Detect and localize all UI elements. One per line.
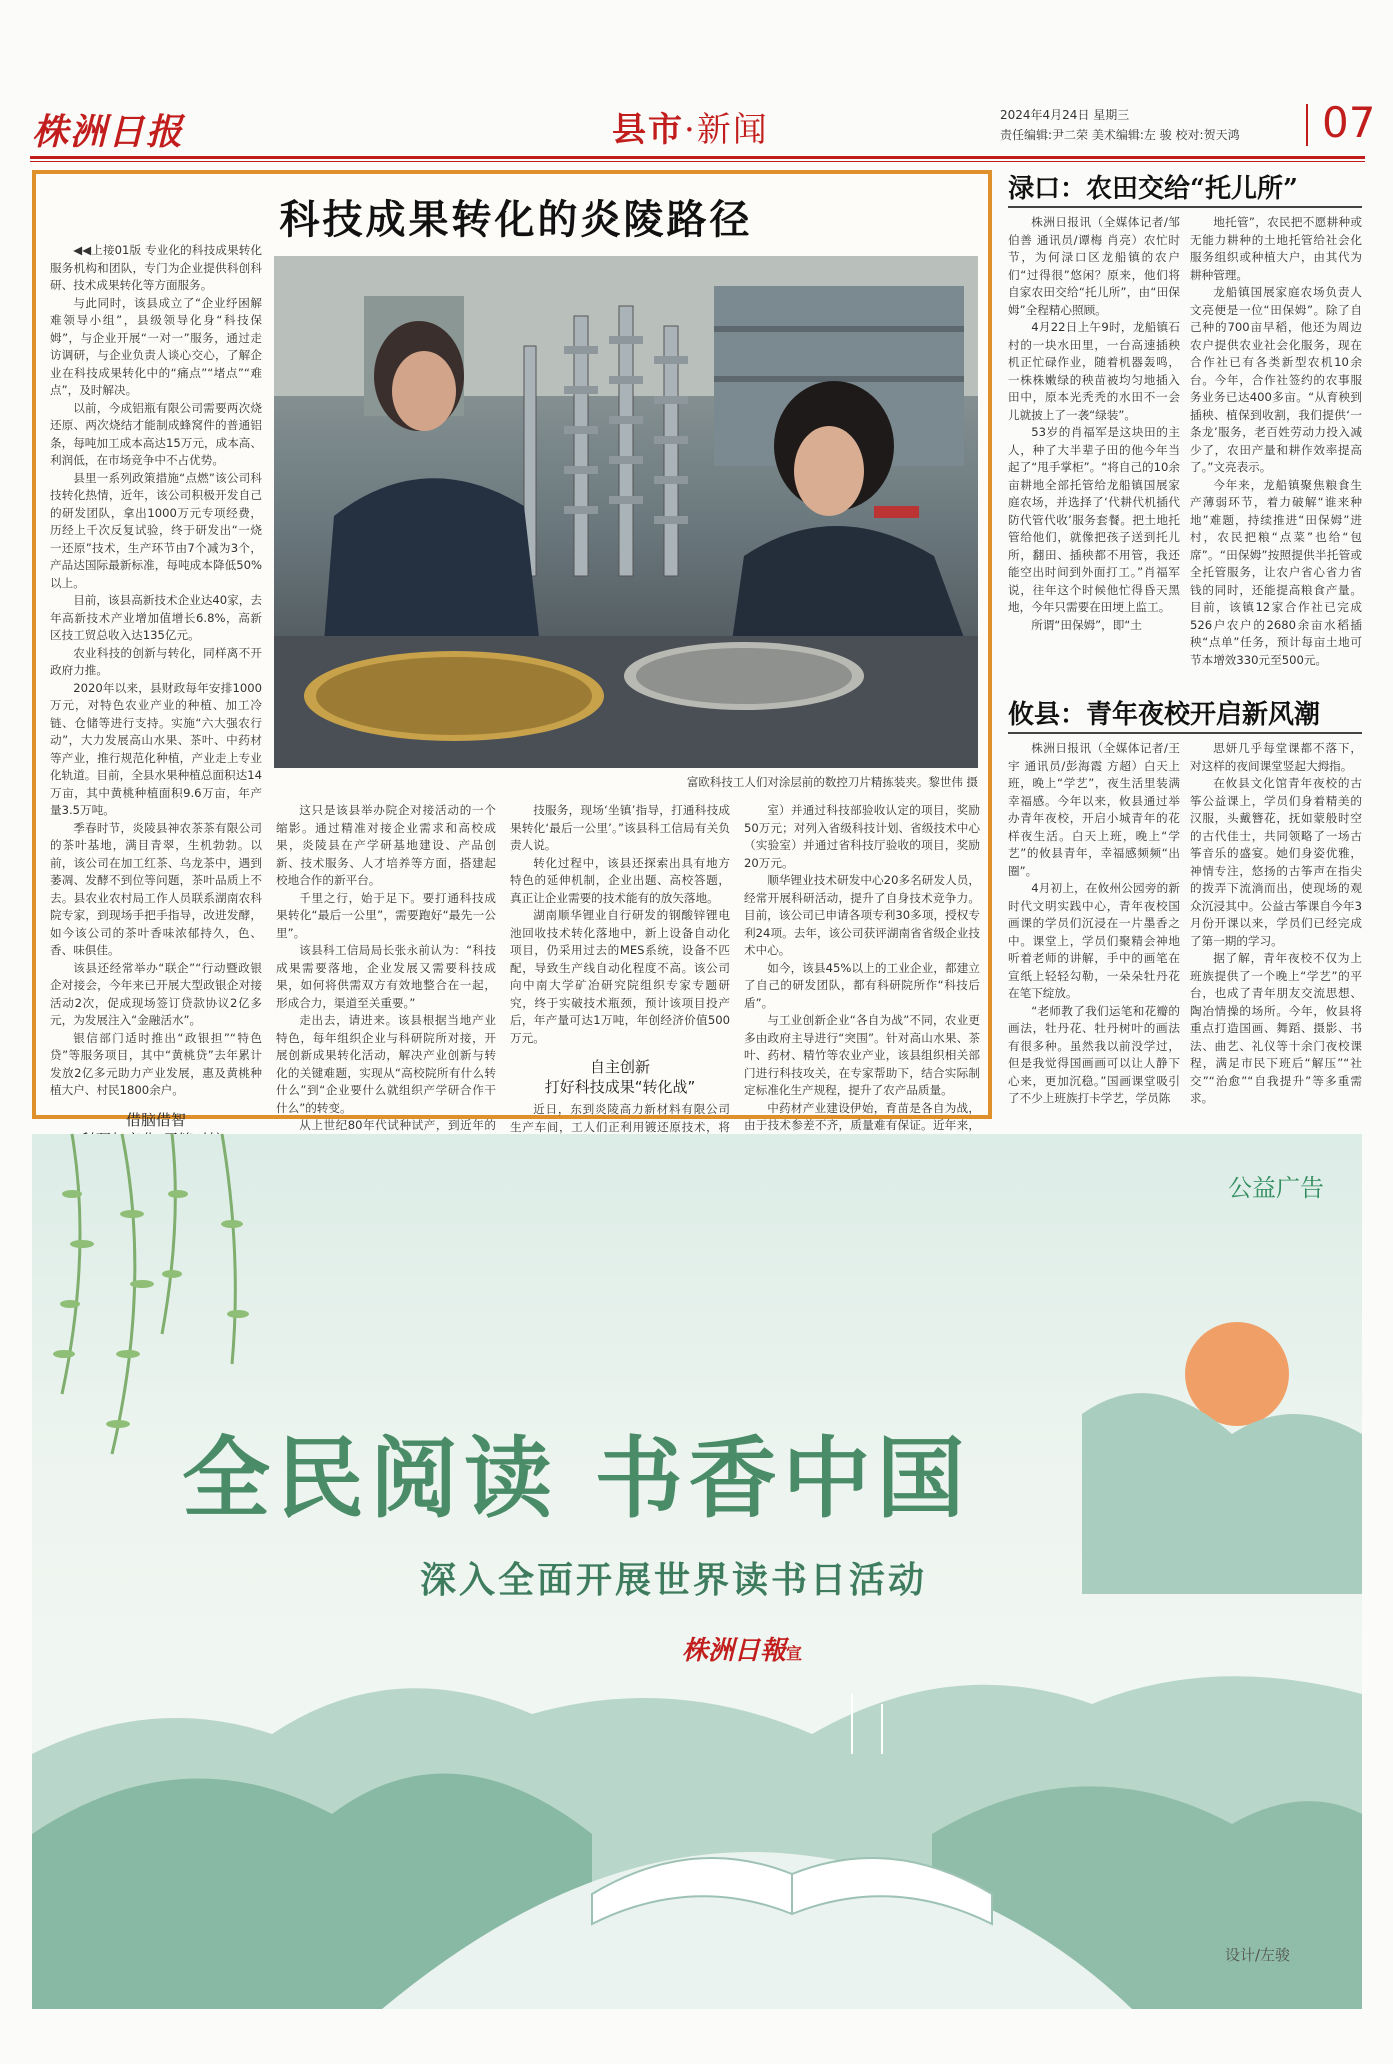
feature-subhead-2 (510, 1057, 730, 1097)
paragraph: 从上世纪80年代试种试产，到近年的 (299, 1118, 496, 1132)
ad-design-credit: 设计/左骏 (1224, 1946, 1290, 1964)
paragraph: 农业科技的创新与转化，同样离不开政府力推。 (50, 645, 262, 677)
paragraph: 株洲日报讯（全媒体记者/王宇 通讯员/彭海霞 方超）白天上班，晚上“学艺”，夜生活里装满幸福感。今年以来，攸县通过举办青年夜校，开启小城青年的花样夜生活。白天上班，晚上“学艺”的攸县青年，幸福感频频“出圈”。 (1008, 741, 1180, 878)
paragraph: 该县还经常举办“联企”“行动暨政银企对接会，今年来已开展大型政银企对接活动2次，促成现场签订贷款协议2亿多元，为发展注入“金融活水”。 (50, 960, 262, 1027)
paragraph: 室）并通过科技部验收认定的项目，奖励50万元；对列入省级科技计划、省级技术中心（实验室）并通过省科技厅验收的项目，奖励20万元。 (744, 803, 980, 870)
story3-title-rule (1008, 732, 1362, 734)
paragraph: 2020年以来，县财政每年安排1000万元，对特色农业产业的种植、加工冷链、仓储等进行支持。实施“六大强农行动”，大力发展高山水果、茶叶、中药材等产业，推行规范化种植，产业走上专业化轨道。目前，全县水果种植总面积达14万亩，其中黄桃种植面积9.6万亩，年产量3.5万吨。 (50, 680, 262, 817)
story3-column-2 (1190, 740, 1362, 1120)
paragraph: 近日，东到炎陵高力新材料有限公司生产车间，工人们正利用镀还原技术，将 (510, 1102, 730, 1134)
public-service-ad (32, 1134, 1362, 2009)
paragraph: 株洲日报讯（全媒体记者/邹伯善 通讯员/谭梅 肖亮）农忙时节，为何渌口区龙船镇的农户们“过得很”悠闲？原来，他们将自家农田交给“托儿所”，由“田保姆”全程精心照顾。 (1008, 215, 1180, 317)
story2-column-1 (1008, 214, 1180, 684)
paragraph: 中药材产业建设伊始，育苗是各自为战，由于技术参差不齐，质量难有保证。近年来， (744, 1100, 980, 1132)
paragraph: 与此同时，该县成立了“企业纾困解难领导小组”，县级领导化身“科技保姆”，与企业开展“一对一”服务，通过走访调研，与企业负责人谈心交心，了解企业在科技成果转化中的“痛点”“堵点”“难点”，及时解决。 (50, 295, 262, 397)
story3-headline: 攸县：青年夜校开启新风潮 (1008, 700, 1321, 730)
header-rule-thin (30, 161, 1365, 162)
story3-col1-paragraphs (1008, 740, 1180, 1108)
story2-col1-paragraphs (1008, 214, 1180, 634)
paragraph: “老师教了我们运笔和花瓣的画法，牡丹花、牡丹树叶的画法有很多种。虽然我以前没学过，但是我觉得国画画可以让人静下心来，更加沉稳。”国画课堂吸引了不少上班族打卡学艺，学员陈 (1008, 1003, 1180, 1105)
ad-sponsor-logo (682, 1630, 802, 1667)
feature-headline: 科技成果转化的炎陵路径 (279, 196, 753, 243)
paragraph: 该县科工信局局长张永前认为：“科技成果需要落地，企业发展又需要科技成果，如何将供需双方有效地整合在一起，形成合力，渠道至关重要。” (276, 943, 496, 1010)
section-dot: · (684, 110, 697, 150)
paragraph: 技服务，现场‘坐镇’指导，打通科技成果转化‘最后一公里’。”该县科工信局有关负责人说。 (510, 803, 730, 852)
section-sub: 新闻 (696, 110, 769, 150)
story2-col2-paragraphs (1190, 214, 1362, 669)
paragraph: 季春时节，炎陵县神农茶茶有限公司的茶叶基地，满目青翠，生机勃勃。以前，该公司在加工红茶、乌龙茶中，遇到萎凋、发酵不到位等问题，茶叶品质上不去。县农业农村局工作人员联系湖南农科院专家，到现场手把手指导，改进发酵，如今该公司的茶叶香味浓郁持久，色、香、味俱佳。 (50, 820, 262, 957)
feature-column-4 (744, 802, 980, 1132)
paragraph: 以前，今成铝瓶有限公司需要两次烧还原、两次烧结才能制成蜂窝件的普通铝条，每吨加工成本高达15万元，成本高、利润低，在市场竞争中不占优势。 (50, 400, 262, 467)
issue-date: 2024年4月24日 星期三 (1000, 108, 1130, 122)
paragraph: 顺华锂业技术研发中心20多名研发人员，经常开展科研活动，提升了自身技术竞争力。目前，该公司已申请各项专利30多项，授权专利24项。去年，该公司获评湖南省省级企业技术中心。 (744, 873, 980, 957)
ad-logo-name: 株洲日報 (682, 1636, 787, 1666)
paragraph: 53岁的肖福军是这块田的主人，种了大半辈子田的他今年当起了“甩手掌柜”。“将自己的10余亩耕地全部托管给龙船镇国展家庭农场，并选择了‘代耕代机插代防代管代收’服务套餐。把土地托管给他们，就像把孩子送到托儿所，翻田、插秧都不用管，我还能空出时间到外面打工。”肖福军说，往年这个时候他忙得昏天黑地，今年只需要在田埂上监工。 (1008, 425, 1180, 614)
paragraph: 4月22日上午9时，龙船镇石村的一块水田里，一台高速插秧机正忙碌作业，随着机器轰鸣，一株株嫩绿的秧苗被均匀地插入田中，原本光秃秃的水田不一会儿就披上了一袭“绿装”。 (1008, 320, 1180, 422)
paragraph: 思妍几乎每堂课都不落下，对这样的夜间课堂竖起大拇指。 (1190, 741, 1362, 773)
feature-photo (274, 256, 978, 768)
section-main: 县市 (612, 110, 684, 150)
paragraph: 湖南顺华锂业自行研发的钢酸锌锂电池回收技术转化落地中，新上设备自动化项目，仍采用过去的MES系统，设备不匹配，导致生产线自动化程度不高。该公司向中南大学矿冶研究院组织专家专题研究，终于实破技术瓶颈，预计该项目投产后，年产量可达1万吨，年创经济价值500万元。 (510, 908, 730, 1045)
feature-article (32, 170, 992, 1134)
subhead-2-line-2: 打好科技成果“转化战” (544, 1078, 696, 1096)
paragraph: 这只是该县举办院企对接活动的一个缩影。通过精准对接企业需求和高校成果，炎陵县在产学研基地建设、产品创新、技术服务、人才培养等方面，搭建起校地合作的新平台。 (276, 803, 496, 887)
paragraph: 如今，该县45%以上的工业企业，都建立了自己的研发团队，都有科研院所作“科技后盾”。 (744, 960, 980, 1010)
paragraph: 地托管”，农民把不愿耕种或无能力耕种的土地托管给社会化服务组织或种植大户，由其代为耕种管理。 (1190, 215, 1362, 282)
paragraph: 走出去，请进来。该县根据当地产业特色，每年组织企业与科研院所对接，开展创新成果转化活动，解决产业创新与转化的关键难题，实现从“高校院所有什么转什么”到“企业要什么就组织产学研合作干什么”的转变。 (276, 1013, 496, 1115)
paragraph: 县里一系列政策措施“点燃”该公司科技转化热情，近年，该公司积极开发自己的研发团队，拿出1000万元专项经费，历经上千次反复试验，终于研发出“一烧一还原”技术，生产环节由7个减为3个，产品达国际最新标准，每吨成本降低50%以上。 (50, 470, 262, 590)
subhead-1-line-1: 借脑借智 (125, 1110, 186, 1129)
paragraph: 4月初上，在攸州公园旁的新时代文明实践中心，青年夜校国画课的学员们沉浸在一片墨香之中。课堂上，学员们聚精会神地听着老师的讲解，手中的画笔在宣纸上轻轻勾勒，一朵朵牡丹花在笔下绽放。 (1008, 881, 1180, 1000)
page-number-divider (1306, 104, 1308, 146)
paragraph: 龙船镇国展家庭农场负责人文亮便是一位“田保姆”。除了自己种的700亩早稻，他还为周边农户提供农业社会化服务，现在合作社已有各类新型农机10余台。今年，合作社签约的农事服务业务已达400多亩。“从育秧到插秧、植保到收割，我们提供‘一条龙’服务，老百姓劳动力投入减少了，农田产量和耕作效率提高了。”文亮表示。 (1190, 285, 1362, 474)
photo-caption: 富欧科技工人们对涂层前的数控刀片精拣装夹。黎世伟 摄 (686, 775, 978, 789)
story3-col2-paragraphs (1190, 740, 1362, 1108)
ad-category-label: 公益广告 (1228, 1174, 1324, 1202)
paragraph: 今年来，龙船镇聚焦粮食生产薄弱环节，着力破解“谁来种地”难题，持续推进“田保姆”进村，农民把粮“点菜”也给“包席”。“田保姆”按照提供半托管或全托管服务，让农户省心省力省钱的同时，还能提高粮食产量。目前，该镇12家合作社已完成526户农户的2680余亩水稻插秧“点单”任务，预计每亩土地可节本增效330元至500元。 (1190, 477, 1362, 667)
page-number: 07 (1322, 98, 1376, 147)
paragraph: 所谓“田保姆”，即“土 (1031, 617, 1142, 632)
story2-headline: 渌口：农田交给“托儿所” (1008, 174, 1298, 204)
paragraph: 据了解，青年夜校不仅为上班族提供了一个晚上“学艺”的平台，也成了青年朋友交流思想、陶冶情操的场所。今年，攸县将重点打造国画、舞蹈、摄影、书法、曲艺、礼仪等十余门夜校课程，满足市民下班后“解压”“社交”“治愈”“自我提升”等多重需求。 (1190, 951, 1362, 1105)
feature-column-1 (50, 242, 262, 1129)
story3-column-1 (1008, 740, 1180, 1120)
subhead-2-line-1: 自主创新 (589, 1058, 650, 1076)
feature-column-3 (510, 802, 730, 1134)
paragraph: 目前，该县高新技术企业达40家，去年高新技术产业增加值增长6.8%，高新区技工贸总收入达135亿元。 (50, 593, 262, 642)
editors-credit: 责任编辑:尹二荣 美术编辑:左 骏 校对:贺天鸿 (1000, 128, 1240, 142)
masthead-logo: 株洲日报 (32, 111, 185, 153)
feature-col3-paragraphs (510, 802, 730, 1047)
section-title (612, 102, 769, 151)
ad-main-slogan: 全民阅读 书香中国 (182, 1426, 971, 1530)
feature-col1-paragraphs (50, 242, 262, 1100)
paragraph: 银信部门适时推出“政银担”“特色贷”等服务项目，其中“黄桃贷”去年累计发放2亿多元助力产业发展，惠及黄桃种植大户、村民1800余户。 (50, 1030, 262, 1097)
paragraph: 千里之行，始于足下。要打通科技成果转化“最后一公里”，需要跑好“最先一公里”。 (276, 890, 496, 940)
paragraph: 在攸县文化馆青年夜校的古筝公益课上，学员们身着精美的汉服，头戴簪花，抚如蒙般时空的古代佳士，共同领略了一场古筝音乐的盛宴。她们身姿优雅，神情专注，悠扬的古筝声在指尖的拨弄下流淌而出，使现场的观众沉浸其中。公益古筝课自今年3月份开课以来，学员们已经完成了第一期的学习。 (1190, 776, 1362, 948)
ad-sub-slogan: 深入全面开展世界读书日活动 (420, 1560, 928, 1601)
feature-column-2 (276, 802, 496, 1132)
header-rule (30, 156, 1365, 159)
story2-column-2 (1190, 214, 1362, 684)
story2-title-rule (1008, 206, 1362, 208)
paragraph: ◀◀上接01版 专业化的科技成果转化服务机构和团队，专门为企业提供科创科研、技术成果转化等方面服务。 (50, 243, 262, 292)
paragraph: 转化过程中，该县还探索出具有地方特色的延伸机制，企业出题、高校答题，真正让企业需要的技术能有的放矢落地。 (510, 855, 730, 905)
ad-logo-suffix: 宣 (786, 1644, 803, 1663)
paragraph: 与工业创新企业“各自为战”不同，农业更多由政府主导进行“突围”。针对高山水果、茶叶、药材、精竹等农业产业，该县组织相关部门进行科技攻关，在专家帮助下，结合实际制定标准化生产规程，提升了农产品质量。 (744, 1013, 980, 1097)
